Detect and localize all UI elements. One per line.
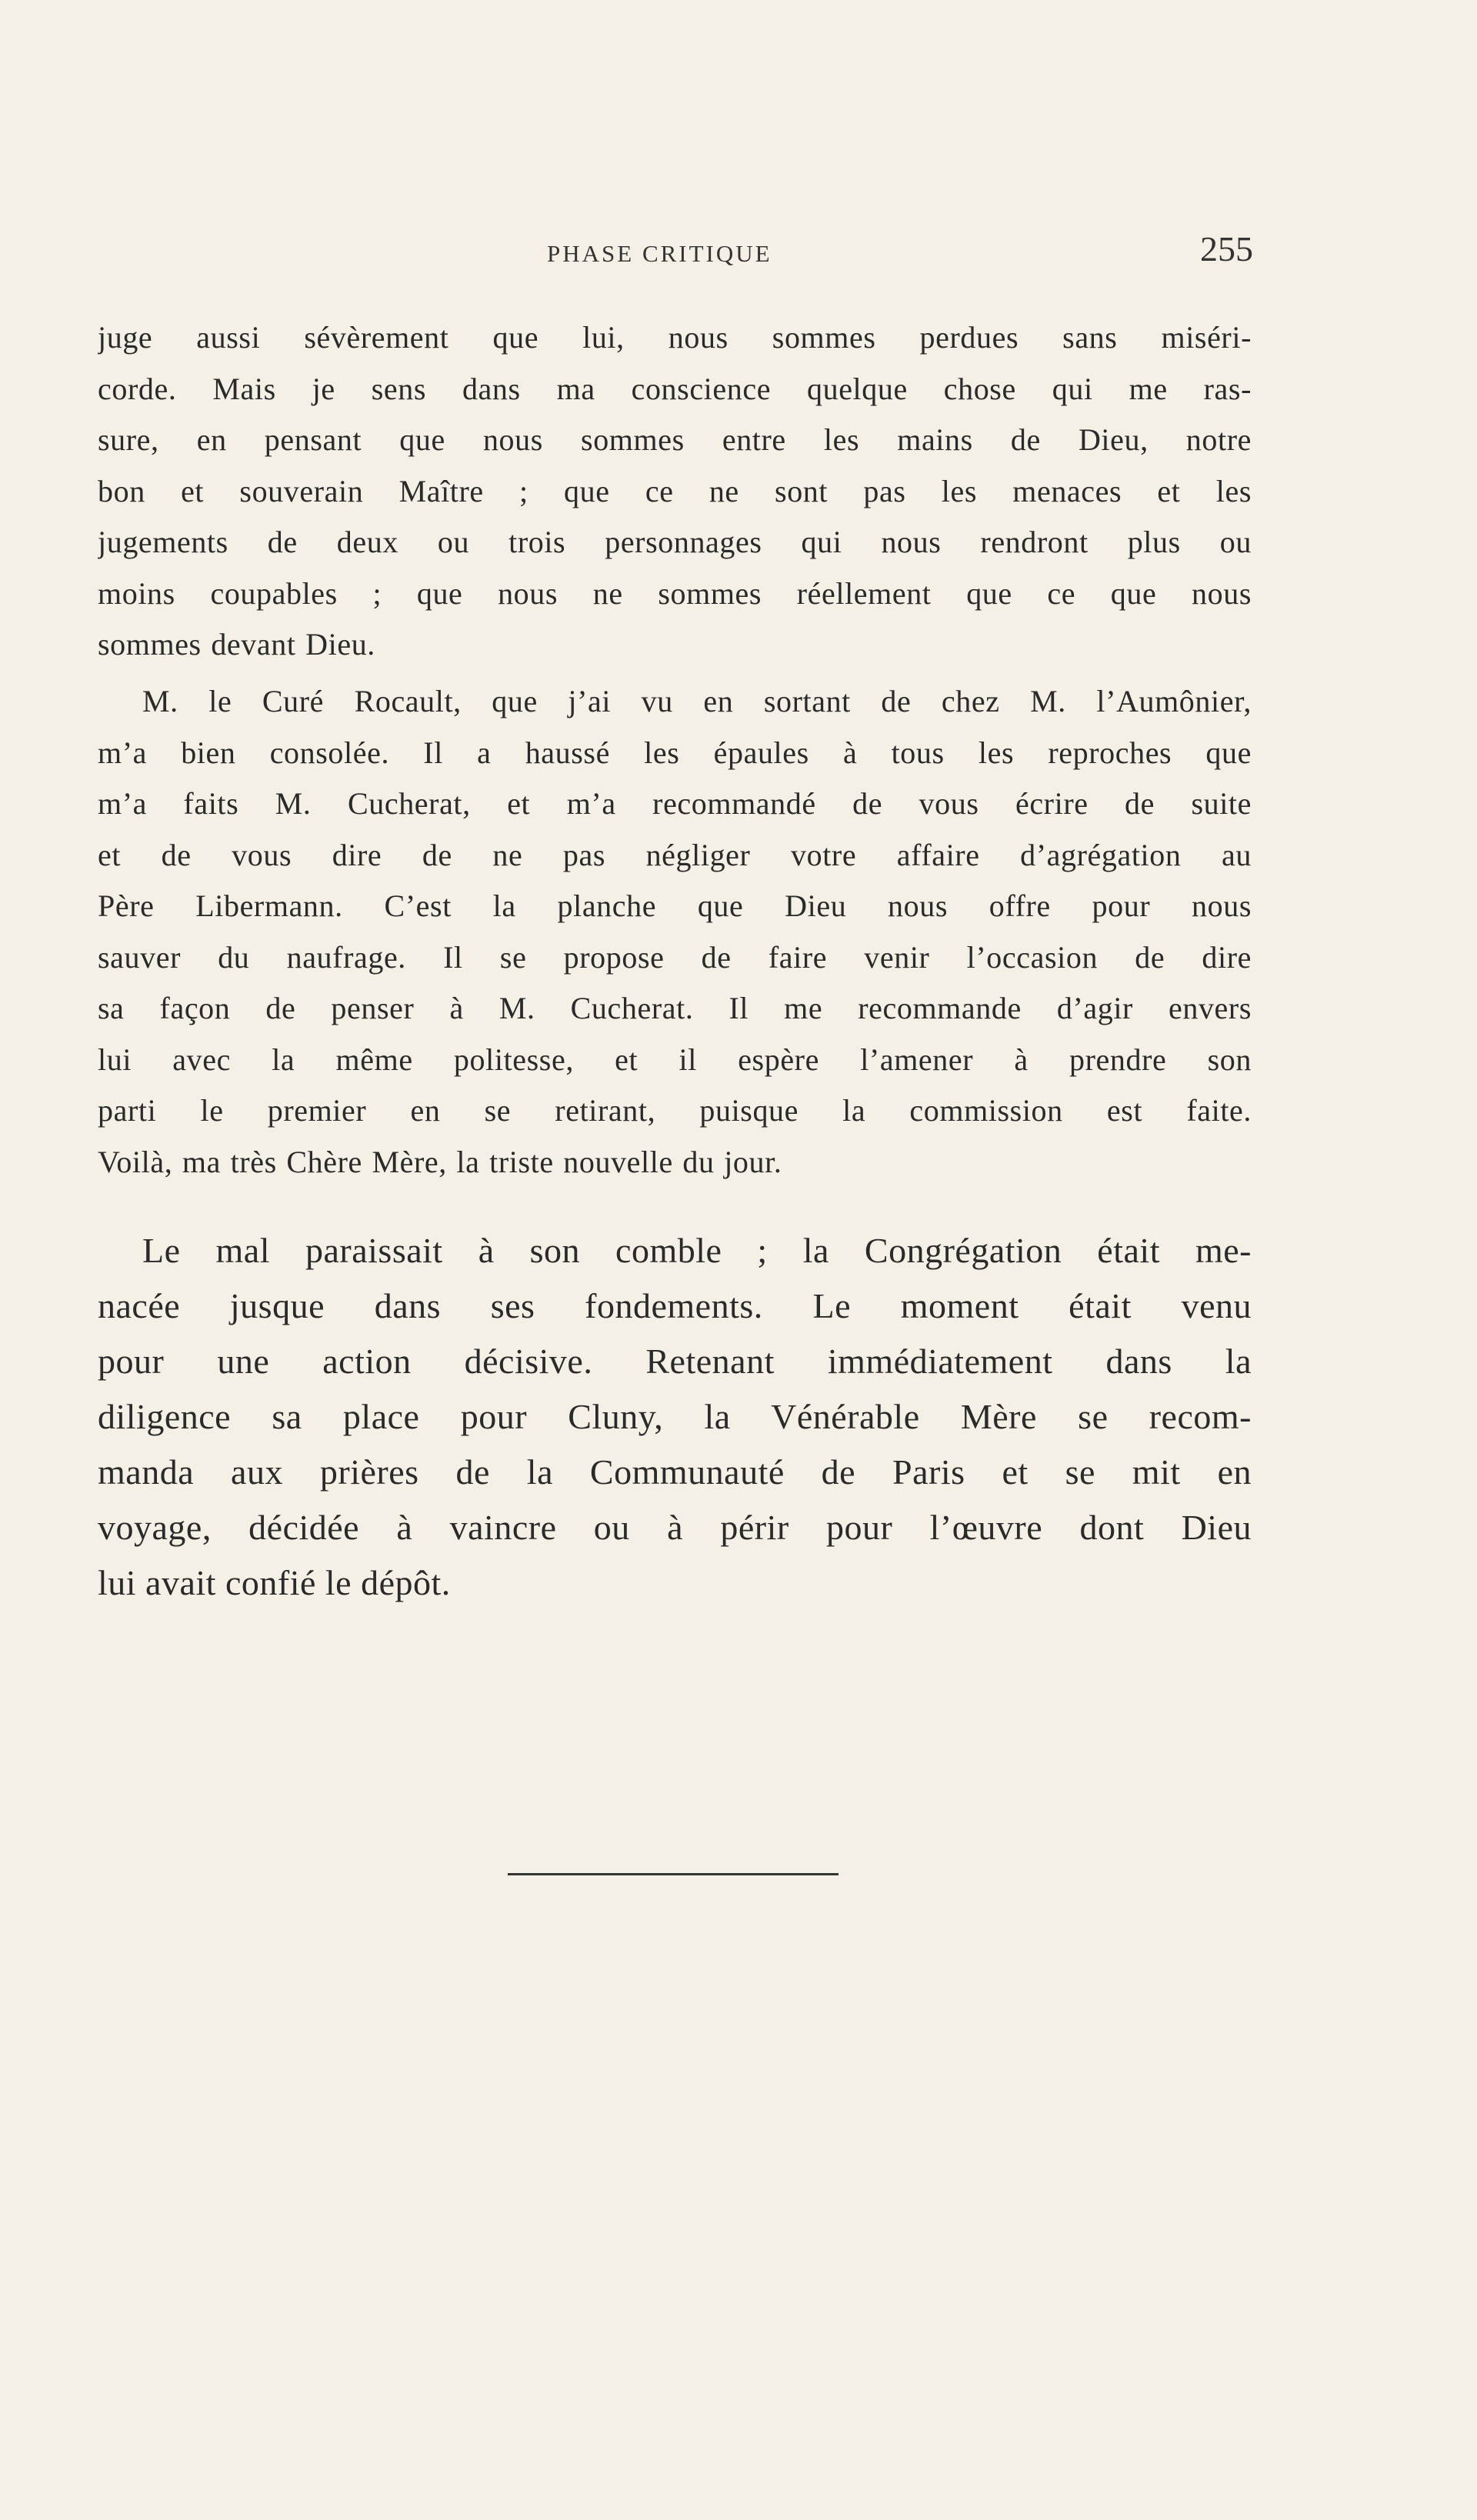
text-line: moins coupables ; que nous ne sommes réellement que ce que nous <box>98 575 1252 611</box>
text-line: jugements de deux ou trois personnages qui nous rendront plus ou <box>98 525 1252 559</box>
text-line: lui avec la même politesse, et il espère l’amener à prendre son <box>98 1042 1252 1077</box>
letter-paragraph-2 <box>98 676 1252 1188</box>
text-line: bon et souverain Maître ; que ce ne sont pas les menaces et les <box>98 473 1252 508</box>
text-line: sure, en pensant que nous sommes entre les mains de Dieu, notre <box>98 422 1252 457</box>
text-line: et de vous dire de ne pas négliger votre affaire d’agrégation au <box>98 837 1252 872</box>
running-title: PHASE CRITIQUE <box>547 240 772 267</box>
page-number: 255 <box>1200 229 1253 268</box>
text-line: diligence sa place pour Cluny, la Vénérable Mère se recom- <box>98 1397 1252 1436</box>
text-line: m’a bien consolée. Il a haussé les épaules à tous les reproches que <box>98 735 1252 770</box>
text-line: pour une action décisive. Retenant immédiatement dans la <box>98 1342 1252 1381</box>
narrative-paragraph <box>98 1223 1252 1611</box>
text-line: voyage, décidée à vaincre ou à périr pour l’œuvre dont Dieu <box>98 1508 1252 1547</box>
text-line: Voilà, ma très Chère Mère, la triste nouvelle du jour. <box>98 1144 782 1179</box>
text-line: parti le premier en se retirant, puisque la commission est faite. <box>98 1093 1252 1128</box>
text-line: Le mal paraissait à son comble ; la Congrégation était me- <box>142 1231 1252 1270</box>
text-line: sauver du naufrage. Il se propose de faire venir l’occasion de dire <box>98 939 1252 975</box>
text-line: M. le Curé Rocault, que j’ai vu en sortant de chez M. l’Aumônier, <box>142 684 1252 718</box>
section-divider-rule <box>508 1873 839 1875</box>
text-line: lui avait confié le dépôt. <box>98 1563 451 1602</box>
text-line: sa façon de penser à M. Cucherat. Il me recommande d’agir envers <box>98 991 1252 1025</box>
text-line: manda aux prières de la Communauté de Paris et se mit en <box>98 1452 1252 1492</box>
running-head <box>98 231 1252 277</box>
text-line: sommes devant Dieu. <box>98 627 375 662</box>
text-line: corde. Mais je sens dans ma conscience quelque chose qui me ras- <box>98 371 1252 406</box>
letter-paragraph-1 <box>98 312 1252 671</box>
text-line: Père Libermann. C’est la planche que Dieu nous offre pour nous <box>98 888 1252 923</box>
text-line: nacée jusque dans ses fondements. Le moment était venu <box>98 1286 1252 1325</box>
text-line: juge aussi sévèrement que lui, nous sommes perdues sans miséri- <box>98 320 1252 355</box>
text-line: m’a faits M. Cucherat, et m’a recommandé de vous écrire de suite <box>98 786 1252 821</box>
